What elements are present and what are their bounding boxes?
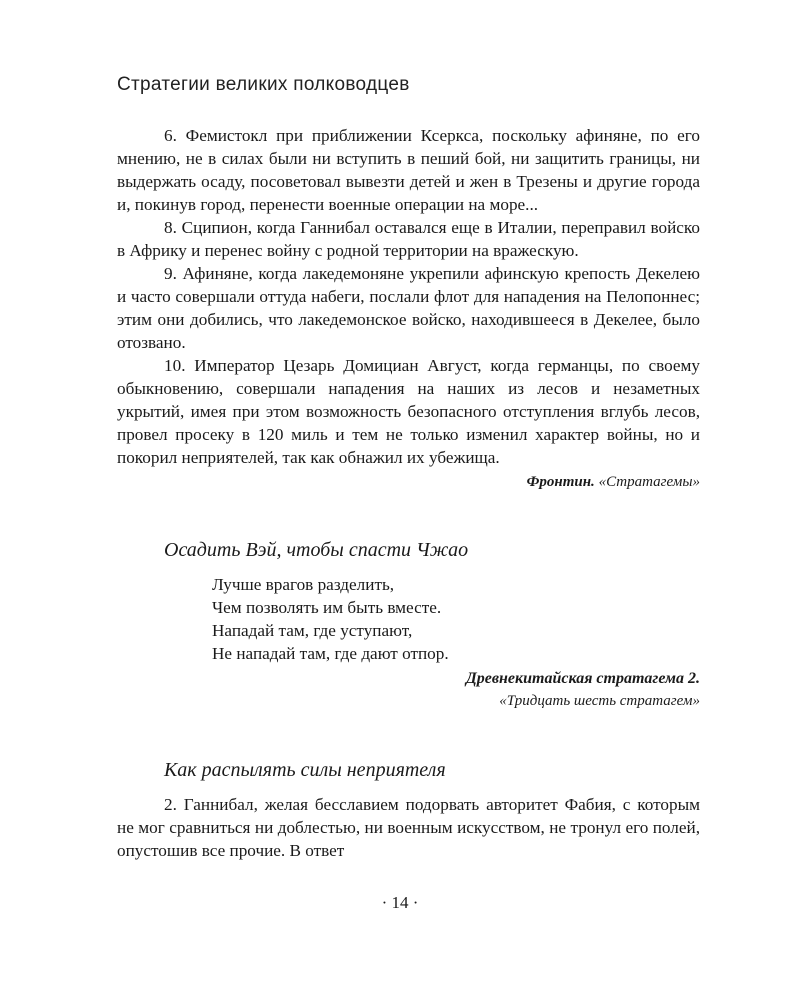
poem xyxy=(117,573,700,713)
poem-line: Нападай там, где уступают, xyxy=(212,621,413,640)
paragraph-10: 10. Император Цезарь Домициан Август, когда германцы, по своему обыкновению, совершали нападения на наших из лесов и незаметных укрытий, имея при этом возможность безопасного отступления вглубь лесов, провел просеку в 120 миль и тем не только изменил характер войны, но и покорил неприятелей, так как обнажил их убежища. xyxy=(117,356,700,467)
paragraph-hannibal: 2. Ганнибал, желая бесславием подорвать авторитет Фабия, с которым не мог сравниться ни доблестью, ни военным искусством, не тронул его полей, опустошив все прочие. В ответ xyxy=(117,795,700,860)
stratagem-citation-title: Древнекитайская стратагема 2. xyxy=(465,670,700,687)
running-title: Стратегии великих полководцев xyxy=(117,74,410,95)
paragraph-8: 8. Сципион, когда Ганнибал оставался еще в Италии, переправил войско в Африку и перенес войну с родной территории на вражескую. xyxy=(117,218,700,260)
page-content xyxy=(117,124,700,862)
paragraph-6: 6. Фемистокл при приближении Ксеркса, поскольку афиняне, по его мнению, не в силах были ни вступить в пеший бой, ни защитить границы, ни выдержать осаду, посоветовал вывезти детей и жен в Трезены и другие города и, покинув город, перенести военные операции на море... xyxy=(117,126,700,214)
poem-line: Лучше врагов разделить, xyxy=(212,575,395,594)
stratagem-citation-work: «Тридцать шесть стратагем» xyxy=(499,693,700,709)
poem-line: Чем позволять им быть вместе. xyxy=(212,598,442,617)
section-title-disperse-forces: Как распылять силы неприятеля xyxy=(164,759,446,781)
paragraph-9: 9. Афиняне, когда лакедемоняне укрепили афинскую крепость Декелею и часто совершали оттуда набеги, послали флот для нападения на Пелопоннес; этим они добились, что лакедемонское войско, находившееся в Декелее, было отозвано. xyxy=(117,264,700,352)
citation-author: Фронтин. xyxy=(526,474,595,490)
frontinus-citation xyxy=(117,471,700,493)
section-title-wei-zhao: Осадить Вэй, чтобы спасти Чжао xyxy=(164,539,469,561)
stratagem-citation xyxy=(212,667,700,713)
page-number: · 14 · xyxy=(381,893,419,912)
citation-work: «Стратагемы» xyxy=(598,474,700,490)
poem-line: Не нападай там, где дают отпор. xyxy=(212,644,449,663)
